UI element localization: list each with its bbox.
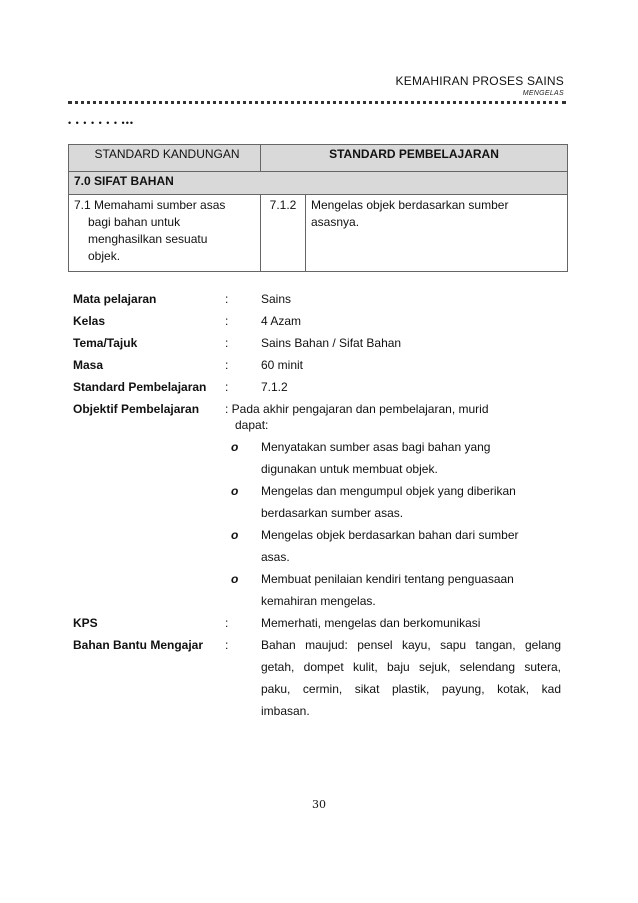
header-dotted-rule (68, 101, 566, 104)
pembelajaran-line: asasnya. (311, 215, 360, 229)
list-item (73, 440, 568, 484)
list-item (73, 484, 568, 528)
bullet-text: kemahiran mengelas. (261, 594, 376, 608)
info-label: Masa (73, 358, 104, 372)
info-label: Objektif Pembelajaran (73, 402, 200, 416)
list-item (73, 572, 568, 616)
info-colon: : (225, 314, 229, 328)
bullet-text: Mengelas objek berdasarkan bahan dari sumber (261, 528, 519, 542)
kandungan-line: bagi bahan untuk (88, 215, 181, 229)
kandungan-line: 7.1 Memahami sumber asas (74, 198, 226, 212)
info-row-mata (73, 292, 568, 314)
info-label: Mata pelajaran (73, 292, 157, 306)
info-colon: : (225, 358, 229, 372)
header-kandungan: STANDARD KANDUNGAN (69, 145, 261, 172)
bbm-text: getah, dompet kulit, baju sejuk, selendang sutera, (261, 660, 561, 674)
objektif-lead: : Pada akhir pengajaran dan pembelajaran, murid (225, 402, 489, 416)
bullet-icon: o (231, 572, 239, 586)
header-subtitle: MENGELAS (522, 90, 564, 97)
bullet-text: berdasarkan sumber asas. (261, 506, 404, 520)
bbm-text: Bahan maujud: pensel kayu, sapu tangan, gelang (261, 638, 561, 652)
bullet-text: digunakan untuk membuat objek. (261, 462, 438, 476)
lesson-info (73, 292, 568, 730)
kandungan-line: objek. (88, 249, 121, 263)
pembelajaran-code: 7.1.2 (261, 195, 306, 272)
table-header-row (69, 145, 568, 172)
info-label: Bahan Bantu Mengajar (73, 638, 204, 652)
bullet-icon: o (231, 484, 239, 498)
info-label: KPS (73, 616, 98, 630)
info-value: Sains Bahan / Sifat Bahan (261, 336, 402, 350)
info-row-objektif (73, 402, 568, 440)
pembelajaran-cell (306, 195, 568, 272)
bullet-text: Menyatakan sumber asas bagi bahan yang (261, 440, 491, 454)
info-row-masa (73, 358, 568, 380)
info-row-bbm (73, 638, 568, 730)
info-colon: : (225, 380, 229, 394)
info-row-kelas (73, 314, 568, 336)
info-label: Kelas (73, 314, 106, 328)
info-value: 7.1.2 (261, 380, 288, 394)
dots-ornament: • • • • • • • ••• (68, 118, 135, 128)
info-colon: : (225, 336, 229, 350)
list-item (73, 528, 568, 572)
info-colon: : (225, 616, 229, 630)
objektif-lead: dapat: (235, 418, 269, 432)
header-title: KEMAHIRAN PROSES SAINS (395, 74, 564, 88)
bbm-text: imbasan. (261, 704, 310, 718)
bbm-text: paku, cermin, sikat plastik, payung, kotak, kad (261, 682, 561, 696)
info-value: Memerhati, mengelas dan berkomunikasi (261, 616, 481, 630)
table-section-row (69, 172, 568, 195)
info-colon: : (225, 292, 229, 306)
info-row-standard (73, 380, 568, 402)
header-pembelajaran: STANDARD PEMBELAJARAN (261, 145, 568, 172)
bullet-text: asas. (261, 550, 290, 564)
info-value: Sains (261, 292, 292, 306)
bullet-icon: o (231, 528, 239, 542)
info-row-tema (73, 336, 568, 358)
bullet-text: Membuat penilaian kendiri tentang penguasaan (261, 572, 514, 586)
info-label: Standard Pembelajaran (73, 380, 207, 394)
page-number: 30 (312, 798, 326, 811)
pembelajaran-line: Mengelas objek berdasarkan sumber (311, 198, 509, 212)
info-value: 4 Azam (261, 314, 302, 328)
standard-table (68, 144, 568, 272)
bullet-icon: o (231, 440, 239, 454)
info-label: Tema/Tajuk (73, 336, 138, 350)
kandungan-cell (69, 195, 261, 272)
table-row (69, 195, 568, 272)
kandungan-line: menghasilkan sesuatu (88, 232, 208, 246)
info-row-kps (73, 616, 568, 638)
info-colon: : (225, 638, 229, 652)
info-value: 60 minit (261, 358, 304, 372)
section-title: 7.0 SIFAT BAHAN (69, 172, 568, 195)
bullet-text: Mengelas dan mengumpul objek yang diberikan (261, 484, 516, 498)
